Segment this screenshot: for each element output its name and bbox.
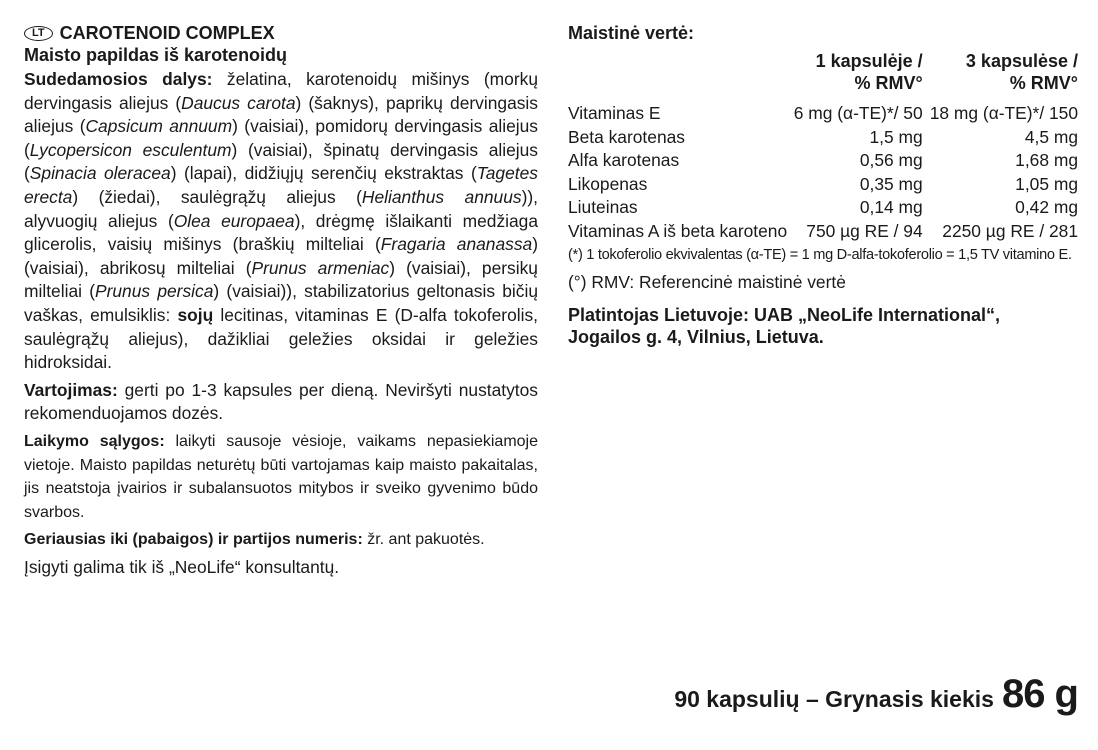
latin-name: Prunus armeniac — [251, 257, 390, 278]
distributor-info — [568, 304, 1080, 348]
usage-label: Vartojimas: — [24, 379, 118, 400]
storage-text: laikyti sausoje vėsioje, vaikams nepasiekiamoje vietoje. Maisto papildas neturėtų būti vartojamas kaip maisto pakaitalas, jis neatstoja įvairios ir subalansuotos mitybos ir sveiko gyvenimo būdo svarbos. — [24, 432, 538, 521]
expiry-paragraph — [24, 528, 538, 552]
nutrient-value-3: 0,42 mg — [1015, 197, 1078, 218]
ingredients-text: želatina, karotenoidų mišinys (morkų dervingasis aliejus ( — [24, 69, 538, 113]
usage-paragraph — [24, 379, 538, 426]
table-row — [568, 220, 1078, 244]
tocopherol-footnote: (*) 1 tokoferolio ekvivalentas (α-TE) = 1 mg D-alfa-tokoferolio = 1,5 TV vitamino E. — [568, 246, 1072, 263]
ingredients-text: ) (vaisiai), abrikosų milteliai ( — [24, 234, 539, 278]
latin-name: Tagetes erecta — [24, 163, 538, 207]
nutrition-title: Maistinė vertė: — [568, 23, 695, 43]
nutrient-name: Likopenas — [568, 173, 648, 194]
column-header-1-capsule — [787, 50, 923, 94]
latin-name: Fragaria ananassa — [380, 234, 533, 255]
column-header-line: % RMV° — [854, 73, 923, 93]
nutrient-name: Vitaminas E — [568, 103, 661, 123]
ingredients-text: ), drėgmę išlaikanti medžiaga glicerolis, vaisių mišinys (braškių milteliai ( — [24, 210, 539, 255]
nutrient-value-1: 0,35 mg — [859, 173, 923, 194]
product-name: CAROTENOID COMPLEX — [59, 23, 275, 43]
nutrient-value-1: 1,5 mg — [869, 126, 923, 147]
storage-label: Laikymo sąlygos: — [24, 432, 165, 450]
expiry-label: Geriausias iki (pabaigos) ir partijos numeris: — [24, 531, 363, 549]
nutrient-name: Vitaminas A iš beta karoteno — [568, 220, 788, 241]
nutrient-name: Alfa karotenas — [568, 150, 680, 171]
ingredients-text: ) (vaisiai), persikų milteliai ( — [24, 257, 538, 302]
nutrient-name: Liuteinas — [568, 197, 638, 218]
storage-paragraph — [24, 430, 538, 524]
left-column — [24, 22, 538, 583]
net-quantity-text: 90 kapsulių – Grynasis kiekis — [674, 686, 994, 712]
table-row — [568, 173, 1078, 197]
distributor-address: Jogailos g. 4, Vilnius, Lietuva. — [568, 326, 824, 347]
nutrient-name: Beta karotenas — [568, 126, 685, 147]
right-column — [568, 22, 1080, 348]
language-badge: LT — [24, 26, 53, 41]
ingredients-text: ) (vaisiai), špinatų dervingasis aliejus ( — [24, 139, 538, 184]
ingredients-text: ) (vaisiai)), stabilizatorius geltonasis bičių vaškas, emulsiklis: — [24, 281, 539, 325]
nutrient-value-1: 750 µg RE / 94 — [806, 220, 923, 241]
table-row — [568, 102, 1078, 126]
column-header-line: % RMV° — [1009, 73, 1078, 93]
allergen-soy: sojų — [177, 304, 214, 325]
ingredients-text: ) (vaisiai), pomidorų dervingasis aliejus ( — [24, 116, 538, 160]
ingredients-paragraph — [24, 68, 538, 375]
latin-name: Daucus carota — [181, 92, 296, 113]
latin-name: Lycopersicon esculentum — [29, 139, 232, 160]
distributor-line: Platintojas Lietuvoje: UAB „NeoLife International“, — [568, 304, 1001, 325]
rmv-footnote: (°) RMV: Referencinė maistinė vertė — [568, 271, 846, 292]
expiry-text: žr. ant pakuotės. — [362, 531, 485, 549]
usage-text: gerti po 1-3 kapsules per dieną. Neviršyti nustatytos rekomenduojamos dozės. — [24, 379, 538, 424]
nutrient-value-1: 6 mg (α-TE)*/ 50 — [793, 103, 923, 123]
net-quantity — [674, 672, 1078, 717]
ingredients-text: ) (žiedai), saulėgrąžų aliejus ( — [72, 186, 362, 207]
nutrient-value-3: 4,5 mg — [1024, 126, 1078, 147]
ingredients-text: ) (lapai), didžiųjų serenčių ekstraktas ( — [170, 163, 477, 184]
ingredients-text: lecitinas, vitaminas E (D-alfa tokoferolis, saulėgrąžų aliejus), dažikliai geležies oksidai ir geležies hidroksidai. — [24, 304, 538, 373]
nutrient-value-1: 0,56 mg — [859, 150, 923, 171]
nutrient-value-3: 18 mg (α-TE)*/ 150 — [929, 103, 1078, 123]
ingredients-text: ) (šaknys), paprikų dervingasis aliejus ( — [24, 92, 538, 137]
table-row — [568, 149, 1078, 173]
nutrient-value-3: 1,05 mg — [1015, 173, 1078, 194]
purchase-note: Įsigyti galima tik iš „NeoLife“ konsultantų. — [24, 556, 340, 577]
nutrient-value-3: 1,68 mg — [1015, 150, 1078, 171]
column-header-3-capsules — [923, 50, 1078, 94]
nutrient-value-1: 0,14 mg — [859, 197, 923, 218]
column-header-line: 3 kapsulėse / — [965, 51, 1078, 71]
product-subtitle: Maisto papildas iš karotenoidų — [24, 45, 288, 65]
ingredients-label: Sudedamosios dalys: — [24, 69, 213, 89]
latin-name: Spinacia oleracea — [29, 163, 171, 184]
nutrition-header-row — [568, 50, 1078, 94]
table-row — [568, 126, 1078, 150]
latin-name: Capsicum annuum — [85, 116, 233, 137]
latin-name: Prunus persica — [95, 281, 214, 302]
column-header-line: 1 kapsulėje / — [815, 51, 923, 71]
latin-name: Helianthus annuus — [361, 186, 522, 207]
nutrient-value-3: 2250 µg RE / 281 — [942, 220, 1078, 241]
table-row — [568, 196, 1078, 220]
product-header — [24, 22, 538, 44]
ingredients-text: )), alyvuogių aliejus ( — [24, 186, 539, 231]
net-weight: 86 g — [1001, 672, 1078, 716]
nutrition-table — [568, 50, 1078, 244]
latin-name: Olea europaea — [173, 210, 295, 231]
